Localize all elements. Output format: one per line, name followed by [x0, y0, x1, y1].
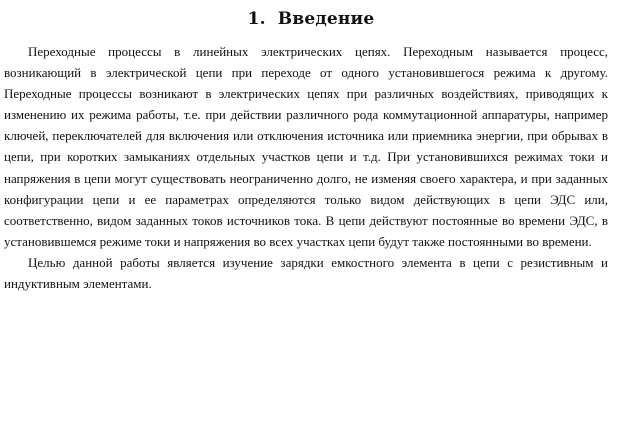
body-text [4, 41, 608, 294]
section-title: Введение [277, 9, 375, 29]
paragraph-intro: Переходные процессы в линейных электрических цепях. Переходным называется процесс, возникающий в электрической цепи при переходе от одного установившегося режима к другому. Переходные процессы возникают в электрических цепях при различных воздействиях, приводящих к изменению их режима работы, т.е. при действии различного рода коммутационной аппаратуры, например ключей, переключателей для включения или отключения источника или приемника энергии, при обрывах в цепи, при коротких замыканиях отдельных участков цепи и т.д. При установившихся режимах токи и напряжения в цепи могут существовать неограниченно долго, не изменяя своего характера, и при заданных конфигурации цепи и ее параметрах определяются только видом действующих в цепи ЭДС или, соответственно, видом заданных токов источников тока. В цепи действуют постоянные во времени ЭДС, в установившемся режиме токи и напряжения во всех участках цепи будут также постоянными во времени. [4, 44, 608, 249]
paragraph-goal: Целью данной работы является изучение зарядки емкостного элемента в цепи с резистивным и индуктивным элементами. [4, 254, 608, 292]
section-heading [0, 8, 622, 30]
section-number: 1. [247, 9, 266, 29]
